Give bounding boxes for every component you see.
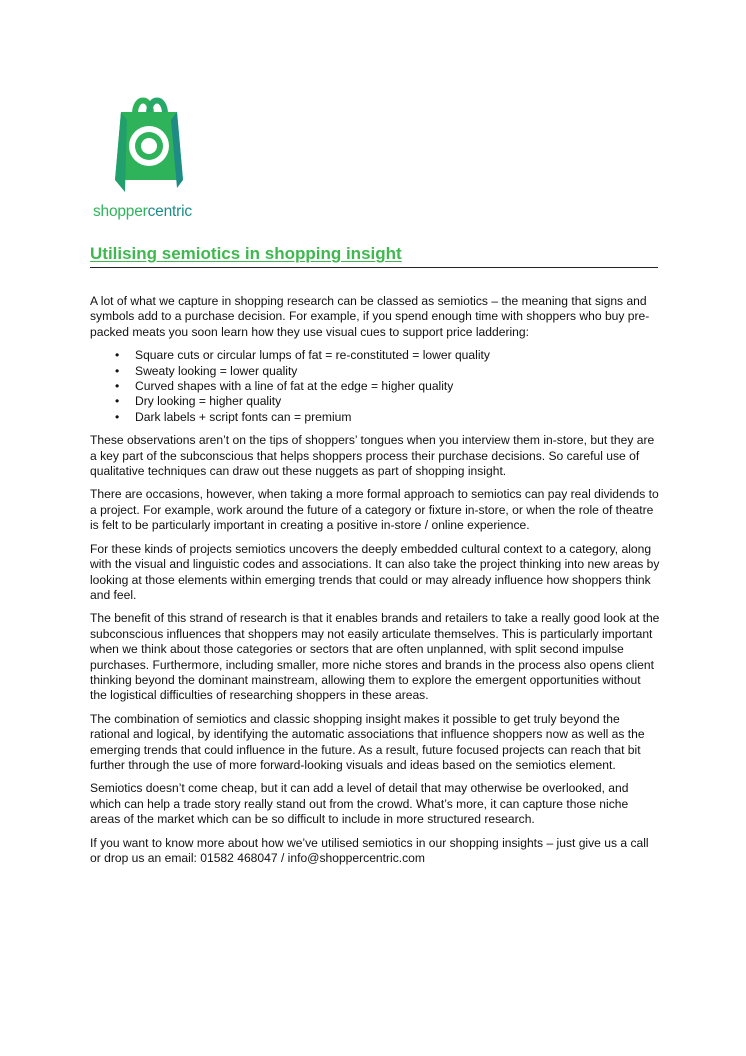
body-paragraph: These observations aren’t on the tips of shoppers’ tongues when you interview them in-store, but they are a key part of the subconscious that helps shoppers process their purchase decisions. So careful use of qualitative techniques can draw out these nuggets as part of shopping insight. [90, 433, 655, 479]
shopping-bag-target-icon [111, 92, 191, 194]
body-paragraph: The combination of semiotics and classic shopping insight makes it possible to get truly beyond the rational and logical, by identifying the automatic associations that influence shoppers now as well as the emerging trends that could influence in the future. As a result, future focused projects can reach that bit further through the use of more forward-looking visuals and ideas based on the semiotics element. [90, 711, 645, 772]
body-paragraph: There are occasions, however, when taking a more formal approach to semiotics can pay real dividends to a project. For example, work around the future of a category or fixture in-store, or when the role of theatre is felt to be particularly important in creating a positive in-store / online experience. [90, 487, 659, 533]
contact-paragraph: If you want to know more about how we’ve utilised semiotics in our shopping insights – just give us a call or drop us an email: 01582 468047 / info@shoppercentric.com [90, 835, 649, 865]
list-item: • Dry looking = higher quality [135, 394, 660, 409]
list-item: • Sweaty looking = lower quality [135, 364, 660, 379]
list-item: • Square cuts or circular lumps of fat = re-constituted = lower quality [135, 348, 660, 363]
article-body [90, 294, 660, 874]
list-item: • Dark labels + script fonts can = premium [135, 410, 660, 425]
page-title: Utilising semiotics in shopping insight [90, 244, 402, 263]
list-item: • Curved shapes with a line of fat at the edge = higher quality [135, 379, 660, 394]
brand-wordmark [93, 203, 192, 221]
brand-name-part2: centric [147, 203, 192, 220]
brand-name-part1: shopper [93, 203, 148, 220]
cue-list [90, 348, 660, 425]
brand-logo [93, 92, 208, 220]
body-paragraph: For these kinds of projects semiotics uncovers the deeply embedded cultural context to a category, along with the visual and linguistic codes and associations. It can also take the project thinking into new areas by looking at those elements within emerging trends that could or may already influence how shoppers think and feel. [90, 541, 660, 602]
title-rule [90, 244, 658, 268]
body-paragraph: Semiotics doesn’t come cheap, but it can add a level of detail that may otherwise be overlooked, and which can help a trade story really stand out from the crowd. What’s more, it can capture those niche areas of the market which can be so difficult to include in more structured research. [90, 781, 629, 827]
intro-paragraph: A lot of what we capture in shopping research can be classed as semiotics – the meaning that signs and symbols add to a purchase decision. For example, if you spend enough time with shoppers who buy pre-packed meats you soon learn how they use visual cues to support price laddering: [90, 294, 650, 339]
body-paragraph: The benefit of this strand of research is that it enables brands and retailers to take a really good look at the subconscious influences that shoppers may not easily articulate themselves. This is particularly important when we think about those categories or sectors that are often unplanned, with split second impulse purchases. Furthermore, including smaller, more niche stores and brands in the process also opens client thinking beyond the dominant mainstream, allowing them to explore the emergent opportunities without the logistical difficulties of researching shoppers in these areas. [90, 611, 660, 703]
